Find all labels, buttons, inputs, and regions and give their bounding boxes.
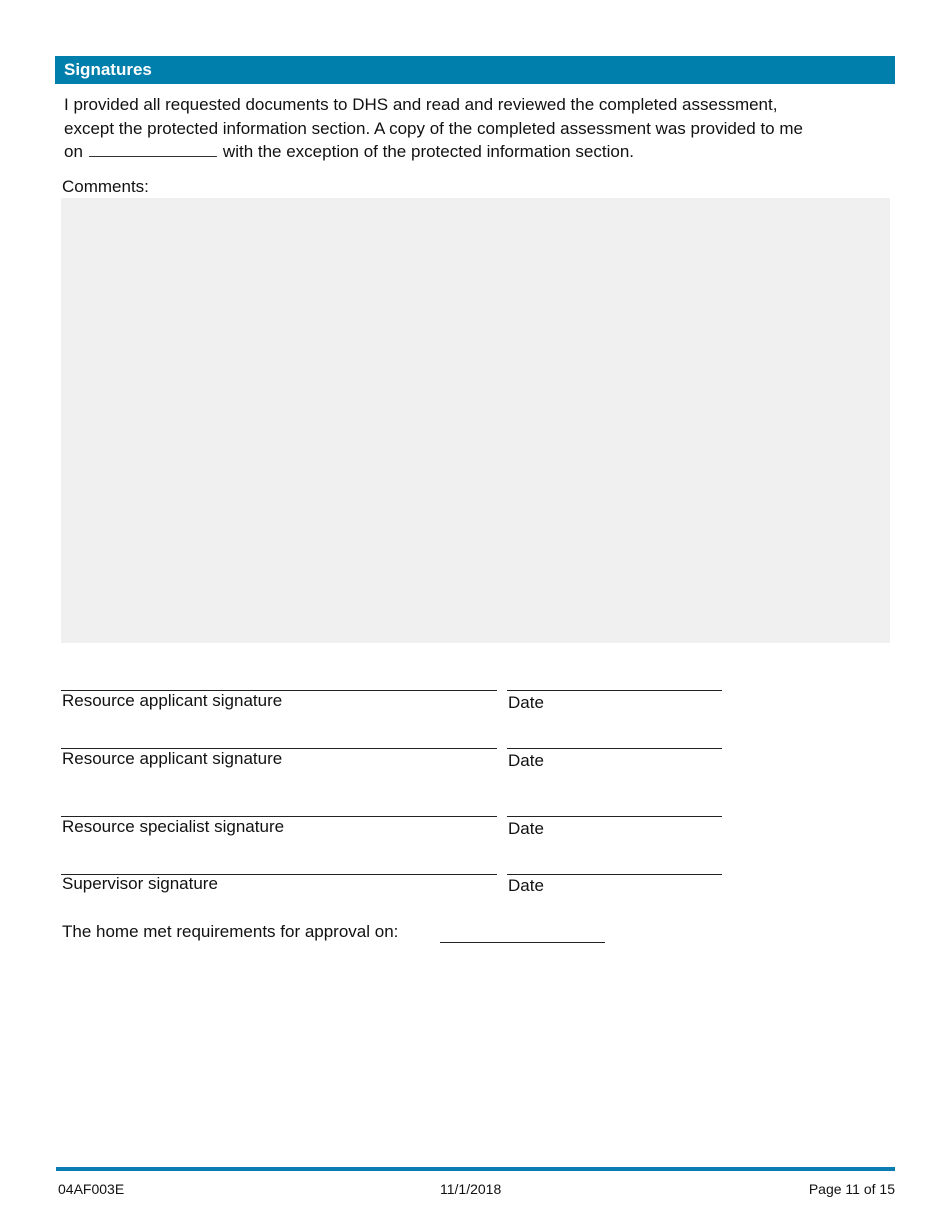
form-id: 04AF003E	[58, 1181, 125, 1197]
date-label: Date	[508, 693, 544, 712]
statement-line-2: except the protected information section. A copy of the completed assessment was provided to me	[64, 118, 803, 138]
date-line[interactable]	[507, 816, 722, 817]
approval-label: The home met requirements for approval on:	[62, 922, 399, 941]
statement-line-1: I provided all requested documents to DHS and read and reviewed the completed assessment,	[64, 95, 778, 114]
statement	[64, 93, 803, 164]
signature-label: Resource specialist signature	[62, 817, 285, 836]
date-line[interactable]	[507, 748, 722, 749]
signature-label: Resource applicant signature	[62, 691, 283, 710]
comments-label: Comments:	[62, 177, 149, 196]
approval-date-field[interactable]	[440, 942, 605, 943]
signature-label: Supervisor signature	[62, 874, 218, 893]
signature-label: Resource applicant signature	[62, 749, 283, 768]
comments-field[interactable]	[61, 198, 890, 643]
statement-line-3: with the exception of the protected information section.	[222, 142, 634, 161]
date-line[interactable]	[507, 874, 722, 875]
section-title: Signatures	[64, 60, 152, 79]
footer-bar	[56, 1167, 895, 1171]
statement-on: on	[64, 142, 83, 161]
copy-date-field[interactable]	[89, 142, 217, 157]
page-number: Page 11 of 15	[808, 1181, 895, 1197]
date-line[interactable]	[507, 690, 722, 691]
date-label: Date	[508, 819, 544, 838]
date-label: Date	[508, 876, 544, 895]
section-header	[55, 56, 895, 84]
date-label: Date	[508, 751, 544, 770]
form-date: 11/1/2018	[440, 1181, 502, 1197]
